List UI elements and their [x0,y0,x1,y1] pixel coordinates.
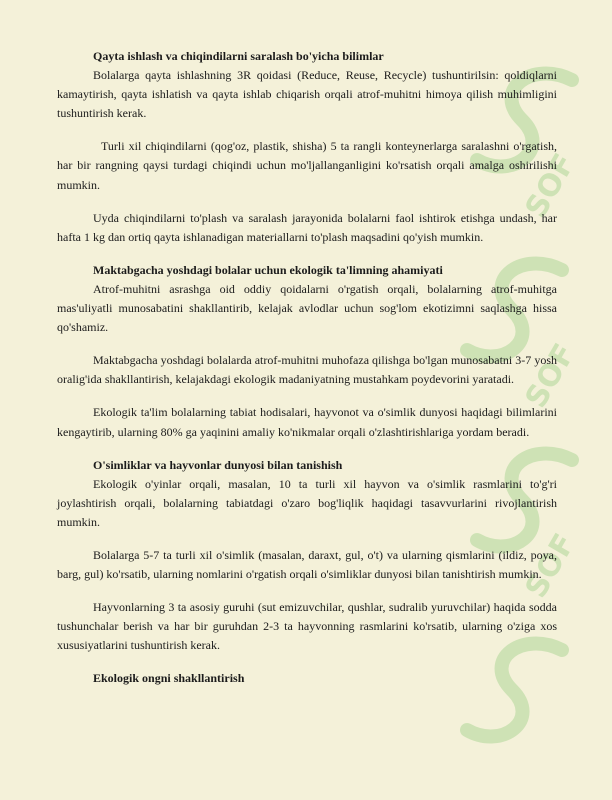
section-heading-eco-awareness: Ekologik ongni shakllantirish [93,671,245,686]
svg-text:SOF: SOF [518,527,583,604]
document-body [57,47,557,689]
paragraph-home-collection: Uyda chiqindilarni to'plash va saralash jarayonida bolalarni faol ishtirok etishga undash, har hafta 1 kg dan ortiq qayta ishlanadigan materiallarni to'plash maqsadini qo'yish mumkin. [57,210,557,244]
section-heading-flora-fauna: O'simliklar va hayvonlar dunyosi bilan tanishish [93,457,343,472]
section-heading-recycling: Qayta ishlash va chiqindilarni saralash bo'yicha bilimlar [93,49,384,63]
svg-text:SOF: SOF [518,337,583,414]
paragraph-3r-rule: Bolalarga qayta ishlashning 3R qoidasi (Reduce, Reuse, Recycle) tushuntirilsin: qoldiqlarni kamaytirish, qayta ishlatish va qayta ishlab chiqarish orqali atrof-muhitni himoya qilish muhimligini tushuntirish kerak. [57,68,557,121]
svg-text:SOF: SOF [518,147,583,224]
paragraph-preschool-age: Maktabgacha yoshdagi bolalarda atrof-muhitni muhofaza qilishga bo'lgan munosabatni 3-7 yosh oralig'ida shakllantirish, kelajakdagi ekologik madaniyatning mustahkam poydevorini yaratadi. [57,353,557,387]
paragraph-plants: Bolalarga 5-7 ta turli xil o'simlik (masalan, daraxt, gul, o't) va ularning qismlarini (ildiz, poya, barg, gul) ko'rsatib, ularning nomlarini o'rgatish orqali o'simliklar dunyosi bilan tanishtirish mumkin. [57,547,557,582]
paragraph-eco-rules: Atrof-muhitni asrashga oid oddiy qoidalarni o'rgatish orqali, bolalarning atrof-muhitga mas'uliyatli munosabatini shakllantirib, kelajak avlodlar uchun sog'lom ekotizimni saqlashga hissa qo'shamiz. [57,281,557,335]
paragraph-nature-knowledge: Ekologik ta'lim bolalarning tabiat hodisalari, hayvonot va o'simlik dunyosi haqidagi bilimlarini kengaytirib, ularning 80% ga yaqinini amaliy ko'nikmalar orqali o'zlashtirishlariga yordam beradi. [57,405,557,439]
paragraph-animals: Hayvonlarning 3 ta asosiy guruhi (sut emizuvchilar, qushlar, sudralib yuruvchilar) haqida sodda tushunchalar berish va har bir guruhdan 2-3 ta hayvonning rasmlarini ko'rsatib, ularning o'ziga xos xususiyatlarini tushuntirish kerak. [57,600,557,653]
paragraph-eco-games: Ekologik o'yinlar orqali, masalan, 10 ta turli xil hayvon va o'simlik rasmlarini to'g'ri joylashtirish orqali, bolalarning tabiatdagi o'zaro bog'liqlik haqidagi tasavvurlarini rivojlantirish mumkin. [57,476,557,529]
paragraph-waste-sorting: Turli xil chiqindilarni (qog'oz, plastik, shisha) 5 ta rangli konteynerlarga saralashni o'rgatish, har bir rangning qaysi turdagi chiqindi uchun mo'ljallanganligini ko'rsatish orqali amalga oshirilishi mumkin. [57,139,557,192]
section-heading-eco-education: Maktabgacha yoshdagi bolalar uchun ekologik ta'limning ahamiyati [93,262,443,277]
